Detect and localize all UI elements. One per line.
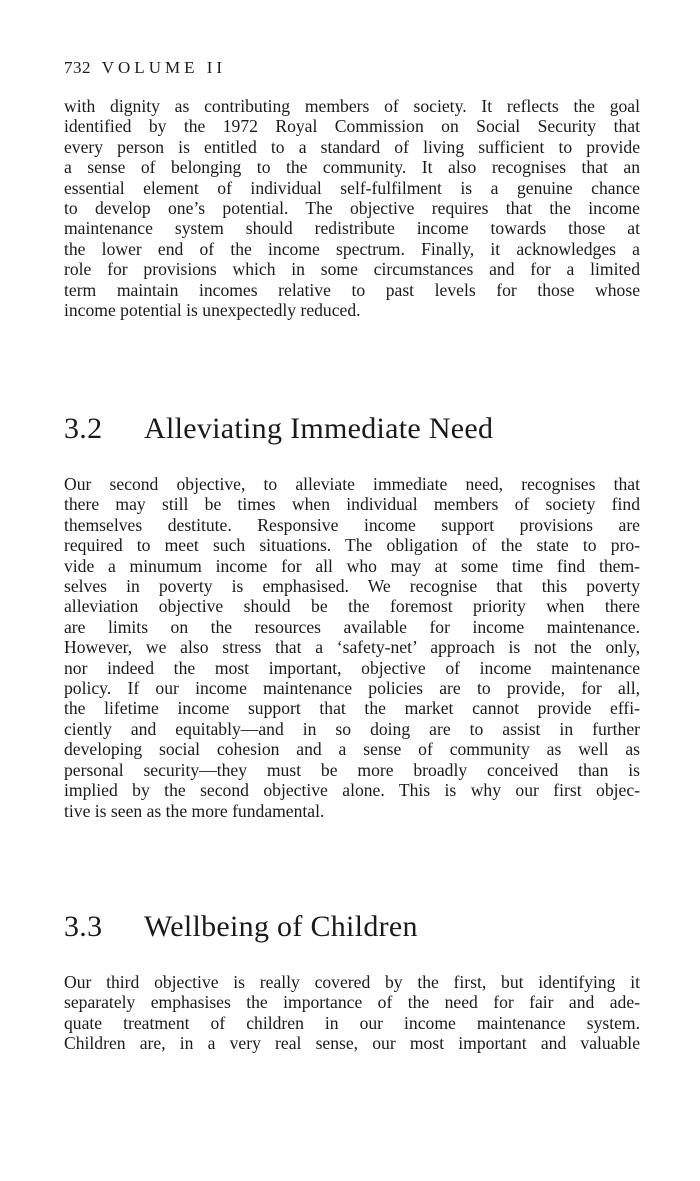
section-number: 3.2 [64,412,103,445]
running-head [64,58,226,78]
section-3-3-paragraph [64,972,640,1054]
text-line: Our third objective is really covered by the first, but identifying it [64,972,640,992]
volume-label: VOLUME II [101,58,227,77]
text-line: nor indeed the most important, objective of income maintenance [64,657,640,678]
section-number: 3.3 [64,910,103,943]
text-line: policy. If our income maintenance policies are to provide, for all, [64,678,640,699]
text-line: developing social cohesion and a sense of community as well as [64,739,640,760]
text-line: implied by the second objective alone. This is why our first objec- [64,780,640,801]
text-line: identified by the 1972 Royal Commission on Social Security that [64,116,640,137]
text-line: alleviation objective should be the foremost priority when there [64,596,640,617]
text-line: required to meet such situations. The obligation of the state to pro- [64,535,640,556]
text-line: personal security—they must be more broadly conceived than is [64,759,640,780]
text-line: Children are, in a very real sense, our most important and valuable [64,1033,640,1054]
section-title: Wellbeing of Children [144,910,418,943]
text-line: to develop one’s potential. The objective requires that the income [64,198,640,219]
text-line: selves in poverty is emphasised. We recognise that this poverty [64,576,640,597]
text-line: ciently and equitably—and in so doing are to assist in further [64,718,640,739]
text-line: vide a minumum income for all who may at some time find them- [64,555,640,576]
text-line: term maintain incomes relative to past levels for those whose [64,279,640,300]
text-line: Our second objective, to alleviate immediate need, recognises that [64,474,640,494]
text-line: essential element of individual self-fulfilment is a genuine chance [64,177,640,198]
text-line: the lower end of the income spectrum. Finally, it acknowledges a [64,238,640,259]
intro-paragraph [64,96,640,320]
text-line: every person is entitled to a standard of living sufficient to provide [64,136,640,157]
text-line: role for provisions which in some circumstances and for a limited [64,259,640,280]
section-3-2-paragraph [64,474,640,821]
text-line: tive is seen as the more fundamental. [64,800,325,821]
text-line: separately emphasises the importance of the need for fair and ade- [64,992,640,1013]
text-line: with dignity as contributing members of society. It reflects the goal [64,96,640,116]
text-line: are limits on the resources available for income maintenance. [64,616,640,637]
text-line: the lifetime income support that the market cannot provide effi- [64,698,640,719]
page-number: 732 [64,58,91,77]
text-line: quate treatment of children in our income maintenance system. [64,1012,640,1033]
text-line: themselves destitute. Responsive income support provisions are [64,514,640,535]
text-line: there may still be times when individual members of society find [64,494,640,515]
text-line: income potential is unexpectedly reduced. [64,300,361,321]
text-line: However, we also stress that a ‘safety-net’ approach is not the only, [64,637,640,658]
section-heading-3-3 [64,910,418,944]
text-line: a sense of belonging to the community. It also recognises that an [64,157,640,178]
section-title: Alleviating Immediate Need [144,412,494,445]
text-line: maintenance system should redistribute income towards those at [64,218,640,239]
section-heading-3-2 [64,412,493,446]
